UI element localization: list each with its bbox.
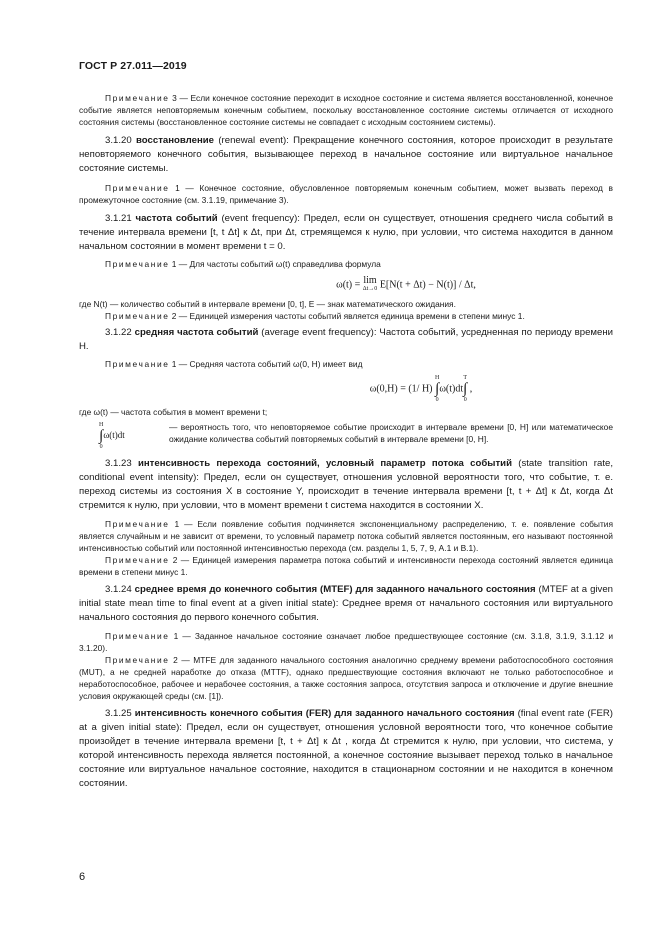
- integral-expression: [79, 421, 169, 451]
- formula-end: ,: [467, 383, 473, 395]
- note-3-1-23-2: [79, 554, 613, 578]
- term-number: 3.1.25: [105, 708, 135, 719]
- note-text: 1 — Конечное состояние, обусловленное повторяемым конечным событием, может вызвать переход в промежуточное состояние (см. 3.1.19, примечание 3).: [79, 183, 613, 205]
- note-label: Примечание: [105, 183, 170, 193]
- term-3-1-22: [79, 326, 613, 354]
- term-number: 3.1.23: [105, 458, 138, 469]
- term-definition: (average event frequency): Частота событий, усредненная по периоду времени H.: [79, 327, 613, 352]
- note-label: Примечание: [105, 259, 170, 269]
- term-number: 3.1.21: [105, 213, 136, 224]
- integral-upper: T: [463, 375, 468, 381]
- limit-subscript: Δt→0: [362, 286, 378, 292]
- note-3-1-24: [79, 630, 613, 654]
- formula-lhs: ω(t) =: [336, 279, 363, 291]
- term-3-1-25: [79, 707, 613, 791]
- note-text: 2 — MTFE для заданного начального состояния аналогично среднему времени работоспособного состояния (MUT), а не средней наработке до отказа (MTTF), однако предшествующие состояния включают не только работоспособное и неработоспособное, рабочее и нерабочее состояния, а также состояния запроса, отсутствия запроса и отключение и другие внешние условия окружающей среды (см. [1]).: [79, 655, 613, 701]
- term-number: 3.1.24: [105, 584, 135, 595]
- term-number: 3.1.22: [105, 327, 135, 338]
- note-label: Примечание: [105, 519, 170, 529]
- integral-definition-text: — вероятность того, что неповторяемое событие происходит в интервале времени [0, H] или математическое ожидание количества событий повторяемых событий в интервале времени [0, H].: [169, 422, 613, 444]
- page-number: 6: [79, 871, 86, 883]
- formula-event-frequency: [199, 276, 613, 294]
- where-clause-1: где N(t) — количество событий в интервале времени [0, t], E — знак математического ожидания.: [79, 299, 456, 309]
- note-text: 1 — Средняя частота событий ω(0, H) имеет вид: [169, 359, 363, 369]
- note-text: 1 — Для частоты событий ω(t) справедлива формула: [169, 259, 381, 269]
- term-definition: (renewal event): Прекращение конечного состояния, которое происходит в результате неповторяемого конечного события, вызывающее переход в начальное состояние или виртуальное начальное состояние системы.: [79, 135, 613, 174]
- note-text: 2 — Единицей измерения частоты событий является единица времени в степени минус 1.: [169, 311, 525, 321]
- term-title: среднее время до конечного события (MTEF) для заданного начального состояния: [134, 584, 536, 595]
- note-label: Примечание: [105, 655, 170, 665]
- term-definition: (event frequency): Предел, если он существует, отношения среднего числа событий в течение интервала времени [t, t Δt] к Δt, при Δt, стремящемся к нулю, при условии, что система находится в данном начальном состоянии в момент времени t = 0.: [79, 213, 613, 252]
- integral-symbol: T ∫ 0: [463, 375, 468, 403]
- term-title: средняя частота событий: [134, 327, 259, 338]
- note-text: 1 — Заданное начальное состояние означает любое предшествующее состояние (см. 3.1.8, 3.1.9, 3.1.12 и 3.1.20).: [79, 631, 613, 653]
- note-text: 1 — Если появление события подчиняется экспоненциальному распределению, т. е. появление события является случайным и не зависит от времени, то условный параметр потока событий является постоянным, его называют постоянной интенсивностью событий или постоянной интенсивностью перехода (см. разделы 1, 5, 7, 9, А.1 и В.1).: [79, 519, 613, 553]
- integral-definition-row: [79, 421, 613, 451]
- term-3-1-21: [79, 212, 613, 254]
- note-label: Примечание: [105, 311, 170, 321]
- note-3-1-21-2: [79, 310, 613, 322]
- document-body: [79, 92, 613, 791]
- integral-lower: 0: [435, 397, 439, 403]
- where-clause-2: где ω(t) — частота события в момент времени t;: [79, 407, 268, 417]
- term-3-1-24: [79, 583, 613, 625]
- note-label: Примечание: [105, 359, 170, 369]
- note-label: Примечание: [105, 555, 170, 565]
- limit-label: lim: [363, 275, 377, 286]
- note-3: [79, 92, 613, 128]
- term-title: интенсивность перехода состояний, условный параметр потока событий: [137, 458, 512, 469]
- note-text: 3 — Если конечное состояние переходит в исходное состояние и система является восстановленной, конечное событие является неповторяемым конечным событием, поскольку восстановленное состояние системы отличается от исходного состояния системы (восстановленное состояние системы не совпадает с исходным состоянием системы).: [79, 93, 613, 127]
- integral-lower: 0: [99, 444, 103, 450]
- formula-average-frequency: [229, 374, 613, 404]
- note-text: 2 — Единицей измерения параметра потока событий и интенсивности перехода состояний является единица времени в степени минус 1.: [79, 555, 613, 577]
- term-title: восстановление: [136, 135, 214, 146]
- integral-upper: H: [435, 375, 440, 381]
- note-3-1-20: [79, 182, 613, 206]
- formula-lhs: ω(0,H) = (1/ H): [369, 383, 433, 395]
- term-title: интенсивность конечного события (FER) для заданного начального состояния: [134, 708, 515, 719]
- term-3-1-23: [79, 457, 613, 513]
- integral-lower: 0: [463, 397, 467, 403]
- note-3-1-22: [79, 358, 613, 370]
- note-3-1-24-2: [79, 654, 613, 702]
- standard-header: ГОСТ Р 27.011—2019: [79, 60, 187, 72]
- note-3-1-23: [79, 518, 613, 554]
- note-3-1-21: [79, 258, 613, 270]
- integral-symbol: H ∫ 0: [99, 422, 104, 450]
- term-number: 3.1.20: [105, 135, 137, 146]
- formula-rhs: E[N(t + Δt) − N(t)] / Δt,: [377, 279, 476, 291]
- term-definition: (final event rate (FER) at a given initial state): Предел, если он существует, отношения условной вероятности того, что конечное событие произойдет в течение интервала времени [t, t + Δt] к Δt , когда Δt стремится к нулю, при условии, что система, у которой интенсивность перехода является постоянной, а конечное состояние вызывает переход только в начальное состояние или виртуальное начальное состояние, находится в стационарном состоянии и не находится в конечном состоянии.: [79, 708, 613, 789]
- integral-integrand: ω(t)dt: [103, 430, 125, 441]
- term-title: частота событий: [135, 213, 218, 224]
- term-definition: (state transition rate, conditional event intensity): Предел, если он существует, отношения условной вероятности того, что событие, т. е. переход системы из состояния X в состояние Y, происходит в течение интервала времени [t, t + Δt] к Δt, когда Δt стремится к нулю, при условии, что в момент времени t система находится в состоянии X.: [79, 458, 613, 511]
- limit-operator: [363, 276, 378, 294]
- term-definition: (MTEF at a given initial state mean time to final event at a given initial state): Среднее время от начального состояния или виртуального начального состояния до первого конечного события.: [79, 584, 613, 623]
- note-label: Примечание: [105, 631, 170, 641]
- note-label: Примечание: [105, 93, 170, 103]
- integral-symbol: H ∫ 0: [435, 375, 440, 403]
- term-3-1-20: [79, 134, 613, 176]
- integral-upper: H: [99, 422, 104, 428]
- formula-integrand: ω(t)dt: [439, 383, 464, 395]
